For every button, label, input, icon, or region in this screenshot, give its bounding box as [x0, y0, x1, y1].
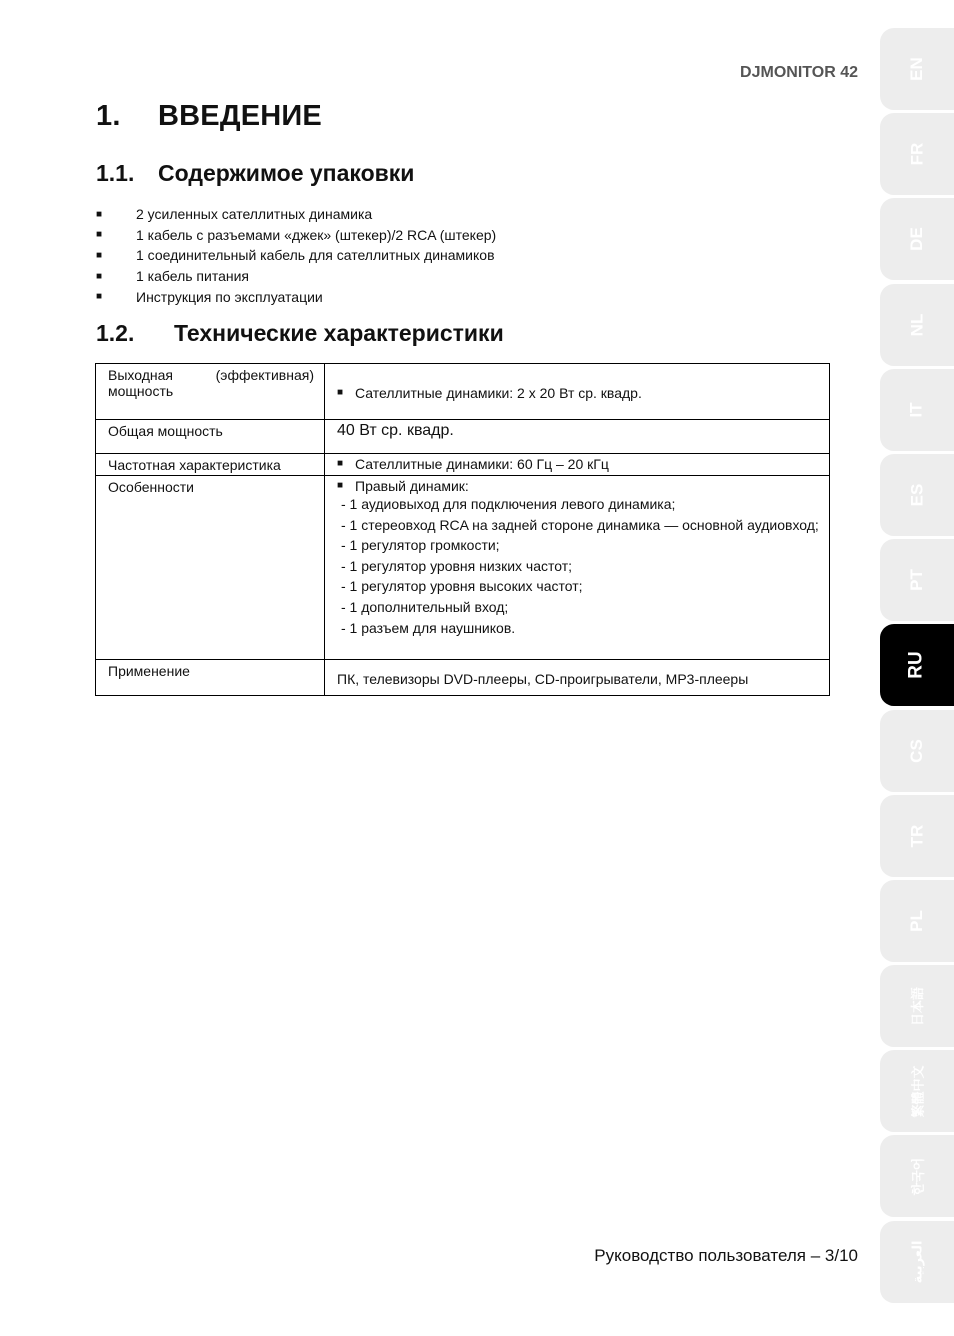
bullet-square-icon: ■ [96, 208, 103, 220]
spec-label: Выходная (эффективная) мощность [96, 364, 325, 420]
specs-title: Технические характеристики [174, 320, 504, 346]
page-footer: Руководство пользователя – 3/10 [594, 1246, 858, 1265]
spec-label: Общая мощность [96, 420, 325, 454]
table-row [96, 364, 830, 420]
product-name: DJMONITOR 42 [740, 64, 858, 81]
language-tab-ru[interactable]: RU [880, 624, 954, 706]
bullet-square-icon: ■ [337, 386, 344, 398]
spec-value: ■ Сателлитные динамики: 60 Гц – 20 кГц [325, 454, 830, 476]
language-tab-ko[interactable]: 한국어 [880, 1135, 954, 1217]
language-tab-ja[interactable]: 日本語 [880, 965, 954, 1047]
spec-label: Особенности [96, 476, 325, 660]
language-tab-tr[interactable]: TR [880, 795, 954, 877]
language-tab-ar[interactable]: العربية [880, 1221, 954, 1303]
bullet-square-icon: ■ [96, 270, 103, 282]
language-tab-cs[interactable]: CS [880, 710, 954, 792]
section-number: 1. [96, 100, 121, 132]
list-item: ■ 1 кабель питания [96, 268, 250, 285]
language-tab-es[interactable]: ES [880, 454, 954, 536]
feature-item: - 1 аудиовыход для подключения левого динамика; [341, 496, 676, 512]
package-contents-list [96, 204, 496, 307]
spec-value: ■ Сателлитные динамики: 2 x 20 Вт ср. квадр. [325, 364, 830, 420]
list-item: ■ Инструкция по эксплуатации [96, 288, 323, 305]
section-title: ВВЕДЕНИЕ [158, 100, 322, 132]
feature-item: - 1 дополнительный вход; [341, 598, 509, 615]
bullet-square-icon: ■ [96, 291, 103, 303]
specs-number: 1.2. [96, 320, 135, 346]
language-tab-fr[interactable]: FR [880, 113, 954, 195]
bullet-square-icon: ■ [96, 229, 103, 241]
spec-value: 40 Вт ср. квадр. [325, 420, 830, 454]
specs-table [95, 363, 830, 696]
language-tab-en[interactable]: EN [880, 28, 954, 110]
bullet-square-icon: ■ [337, 458, 344, 469]
feature-item: - 1 регулятор уровня низких частот; [341, 557, 573, 574]
table-row [96, 454, 830, 476]
list-item: ■ 1 соединительный кабель для сателлитных динамиков [96, 247, 495, 264]
language-tab-pl[interactable]: PL [880, 880, 954, 962]
table-row [96, 420, 830, 454]
spec-label: Применение [96, 660, 325, 696]
list-item: ■ 1 кабель с разъемами «джек» (штекер)/2 RCA (штекер) [96, 226, 497, 243]
section-heading [96, 100, 322, 133]
language-tab-de[interactable]: DE [880, 198, 954, 280]
feature-item: - 1 стереовход RCA на задней стороне динамика — основной аудиовход; [341, 516, 819, 533]
table-row [96, 660, 830, 696]
feature-item: - 1 регулятор громкости; [341, 537, 500, 554]
language-tabs [880, 28, 954, 1306]
language-tab-pt[interactable]: PT [880, 539, 954, 621]
table-row [96, 476, 830, 660]
bullet-square-icon: ■ [96, 249, 103, 261]
bullet-square-icon: ■ [337, 480, 344, 491]
spec-value: ■ Правый динамик: - 1 аудиовыход для подключения левого динамика; - 1 стереовход RCA на задней стороне динамика — основной аудиовход; - 1 регулятор громкости; - 1 регулятор уровня низких частот; - 1 регулятор уровня высоких частот; - 1 дополнительный вход; - 1 разъем для наушников. [325, 476, 830, 660]
language-tab-zh[interactable]: 繁體中文 [880, 1050, 954, 1132]
package-heading [96, 160, 414, 187]
language-tab-it[interactable]: IT [880, 369, 954, 451]
feature-item: - 1 регулятор уровня высоких частот; [341, 578, 583, 595]
package-title: Содержимое упаковки [158, 160, 415, 186]
spec-label: Частотная характеристика [96, 454, 325, 476]
language-tab-nl[interactable]: NL [880, 284, 954, 366]
list-item: ■ 2 усиленных сателлитных динамика [96, 206, 373, 223]
feature-item: - 1 разъем для наушников. [341, 619, 516, 636]
specs-heading [96, 320, 504, 347]
package-number: 1.1. [96, 160, 135, 186]
spec-value: ПК, телевизоры DVD-плееры, CD-проигрыватели, MP3-плееры [325, 660, 830, 696]
